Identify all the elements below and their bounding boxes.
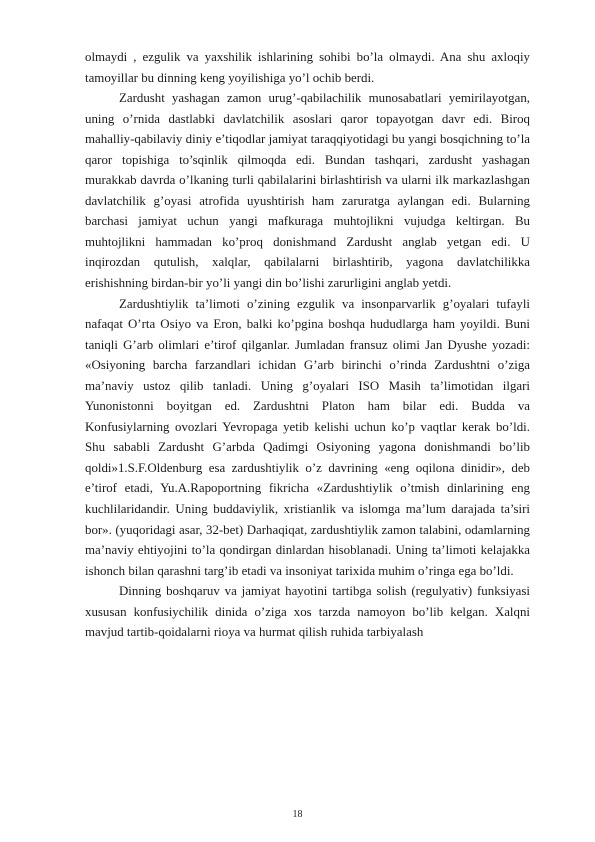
document-body [85, 47, 530, 643]
page-number: 18 [292, 809, 303, 820]
paragraph-zardusht-era: Zardusht yashagan zamon urug’-qabilachilik munosabatlari yemirilayotgan, uning o’rnida dastlabki davlatchilik asoslari qaror topayotgan davr edi. Biroq mahalliy-qabilaviy diniy e’tiqodlar jamiyat taraqqiyotidagi bu yangi bosqichning to’la qaror topishiga to’sqinlik qilmoqda edi. Bundan tashqari, zardusht yashagan murakkab davrda o’lkaning turli qabilalarini birlashtirish va ularni ilk markazlashgan davlatchilik g’oyasi atrofida uyushtirish ham zaruratga aylangan edi. Bularning barchasi jamiyat uchun yangi mafkuraga muhtojlikni vujudga keltirgan. Bu muhtojlikni hammadan ko’proq donishmand Zardusht anglab yetgan edi. U inqirozdan qutulish, xalqlar, qabilalarni birlashtirib, yagona davlatchilikka erishishning birdan-bir yo’li yangi din bo’lishi zarurligini anglab yetdi. [85, 91, 530, 291]
paragraph-continuation: olmaydi , ezgulik va yaxshilik ishlarining sohibi bo’la olmaydi. Ana shu axloqiy tamoyillar bu dinning keng yoyilishiga yo’l ochib berdi. [85, 50, 530, 85]
paragraph-regulative-function: Dinning boshqaruv va jamiyat hayotini tartibga solish (regulyativ) funksiyasi xususan konfusiychilik dinida o’ziga xos tarzda namoyon bo’lib kelgan. Xalqni mavjud tartib-qoidalarni rioya va hurmat qilish ruhida tarbiyalash [85, 584, 530, 640]
paragraph-zoroastrianism-spread: Zardushtiylik ta’limoti o’zining ezgulik va insonparvarlik g’oyalari tufayli nafaqat O’rta Osiyo va Eron, balki ko’pgina boshqa hududlarga ham yoyildi. Buni taniqli G’arb olimlari e’tirof qilganlar. Jumladan fransuz olimi Jan Dyushe yozadi: «Osiyoning barcha farzandlari ichidan G’arb birinchi o’rinda Zardushtni o’ziga ma’naviy ustoz qilib tanladi. Uning g’oyalari ISO Masih ta’limotidan ilgari Yunonistonni boyitgan ed. Zardushtni Platon ham bilar edi. Budda va Konfusiylarning ovozlari Yevropaga yetib kelishi uchun ko’p vaqtlar kerak bo’ldi. Shu sababli Zardusht G’arbda Qadimgi Osiyoning yagona donishmandi bo’lib qoldi»1.S.F.Oldenburg esa zardushtiylik o’z davrining «eng oqilona dinidir», deb e’tirof etadi, Yu.A.Rapoportning fikricha «Zardushtiylik o’tmish dinlarining eng kuchlilaridandir. Uning buddaviylik, xristianlik va islomga ma’lum darajada ta’siri bor». (yuqoridagi asar, 32-bet) Darhaqiqat, zardushtiylik zamon talabini, odamlarning ma’naviy ehtiyojini to’la qondirgan dinlardan hisoblanadi. Uning ta’limoti kelajakka ishonch bilan qarashni targ’ib etadi va insoniyat tarixida muhim o’ringa ega bo’ldi. [85, 296, 530, 578]
